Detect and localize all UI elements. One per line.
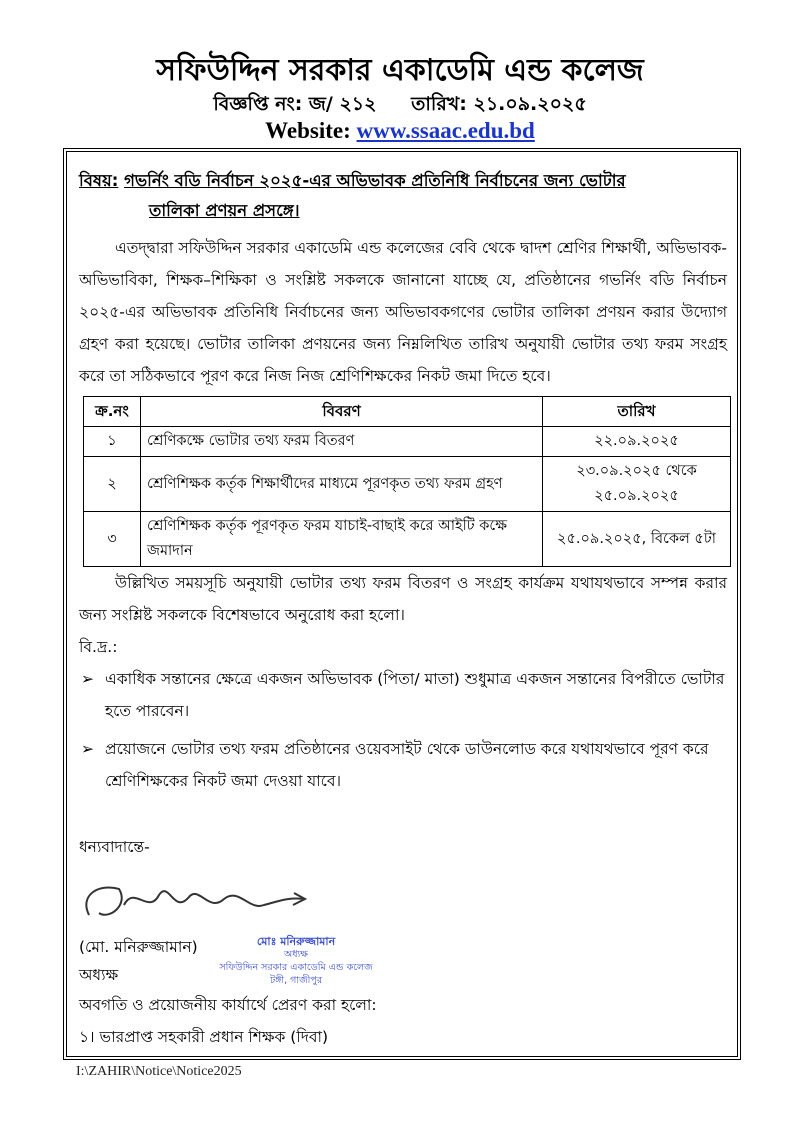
stamp-name: মোঃ মনিরুজ্জামান <box>256 935 336 948</box>
signature-block <box>79 875 727 986</box>
row-description: শ্রেণিকক্ষে ভোটার তথ্য ফরম বিতরণ <box>141 427 543 457</box>
note-item <box>81 663 727 727</box>
stamp-designation: অধ্যক্ষ <box>283 949 308 960</box>
subject-line-2: তালিকা প্রণয়ন প্রসঙ্গে। <box>149 201 300 220</box>
table-row <box>84 457 731 512</box>
notice-box <box>63 148 741 1060</box>
row-serial: ১ <box>84 427 141 457</box>
subject-label: বিষয়: <box>79 171 119 190</box>
body-paragraph: এতদ্দ্বারা সফিউদ্দিন সরকার একাডেমি এন্ড কলেজের বেবি থেকে দ্বাদশ শ্রেণির শিক্ষার্থী, অভিভাবক-অভিভাবিকা, শিক্ষক–শিক্ষিকা ও সংশ্লিষ্ট সকলকে জানানো যাচ্ছে যে, প্রতিষ্ঠানের গভর্নিং বডি নির্বাচন ২০২৫-এর অভিভাবক প্রতিনিধি নির্বাচনের জন্য অভিভাবকগণের ভোটার তালিকা প্রণয়ন করার উদ্যোগ গ্রহণ করা হয়েছে। ভোটার তালিকা প্রণয়নের জন্য নিম্নলিখিত তারিখ অনুযায়ী ভোটার তথ্য ফরম সংগ্রহ করে তা সঠিকভাবে পূরণ করে নিজ নিজ শ্রেণিশিক্ষকের নিকট জমা দিতে হবে। <box>79 239 727 385</box>
institution-title: সফিউদ্দিন সরকার একাডেমি এন্ড কলেজ <box>156 53 644 88</box>
table-header-row <box>84 397 731 427</box>
stamp-institution: সফিউদ্দিন সরকার একাডেমি এন্ড কলেজ <box>219 962 373 973</box>
arrow-bullet-icon: ➢ <box>81 740 94 758</box>
row-date: ২৩.০৯.২০২৫ থেকে ২৫.০৯.২০২৫ <box>543 457 731 512</box>
distribution-intro: অবগতি ও প্রয়োজনীয় কার্যার্থে প্রেরণ করা হলো: <box>79 996 377 1014</box>
closing-paragraph: উল্লিখিত সময়সূচি অনুযায়ী ভোটার তথ্য ফরম বিতরণ ও সংগ্রহ কার্যক্রম যথাযথভাবে সম্পন্ন করার জন্য সংশ্লিষ্ট সকলকে বিশেষভাবে অনুরোধ করা হলো। <box>79 574 727 624</box>
row-date: ২৫.০৯.২০২৫, বিকেল ৫টা <box>543 512 731 567</box>
thanks: ধন্যবাদান্তে- <box>79 838 150 856</box>
notice-number: বিজ্ঞপ্তি নং: জ/ ২১২ <box>213 93 377 115</box>
subject-line-1: গভর্নিং বডি নির্বাচন ২০২৫-এর অভিভাবক প্রতিনিধি নির্বাচনের জন্য ভোটার <box>124 171 626 190</box>
distribution-item: ১। ভারপ্রাপ্ত সহকারী প্রধান শিক্ষক (দিবা) <box>79 1028 329 1046</box>
official-stamp <box>201 935 391 987</box>
notes-list <box>79 663 727 797</box>
website-label: Website: <box>265 118 351 143</box>
website-line <box>0 118 800 144</box>
row-serial: ২ <box>84 457 141 512</box>
note-item <box>81 733 727 797</box>
signature-image <box>79 875 309 935</box>
file-path: I:\ZAHIR\Notice\Notice2025 <box>76 1064 242 1079</box>
stamp-location: টঙ্গী, গাজীপুর <box>269 975 323 986</box>
table-row <box>84 427 731 457</box>
table-row <box>84 512 731 567</box>
note-text: একাধিক সন্তানের ক্ষেত্রে একজন অভিভাবক (পিতা/ মাতা) শুধুমাত্র একজন সন্তানের বিপরীতে ভোটার হতে পারবেন। <box>105 670 725 720</box>
notice-date: তারিখ: ২১.০৯.২০২৫ <box>411 93 587 115</box>
row-description: শ্রেণিশিক্ষক কর্তৃক পূরণকৃত ফরম যাচাই-বাছাই করে আইটি কক্ষে জমাদান <box>141 512 543 567</box>
signatory-name: (মো. মনিরুজ্জামান) <box>79 938 198 956</box>
col-description: বিবরণ <box>141 397 543 427</box>
row-date: ২২.০৯.২০২৫ <box>543 427 731 457</box>
row-description: শ্রেণিশিক্ষক কর্তৃক শিক্ষার্থীদের মাধ্যমে পূরণকৃত তথ্য ফরম গ্রহণ <box>141 457 543 512</box>
note-text: প্রয়োজনে ভোটার তথ্য ফরম প্রতিষ্ঠানের ওয়েবসাইট থেকে ডাউনলোড করে যথাযথভাবে পূরণ করে শ্রেণিশিক্ষকের নিকট জমা দেওয়া যাবে। <box>105 740 709 790</box>
col-date: তারিখ <box>543 397 731 427</box>
website-link[interactable]: www.ssaac.edu.bd <box>356 118 535 143</box>
schedule-table <box>83 396 731 567</box>
subject <box>79 166 727 226</box>
arrow-bullet-icon: ➢ <box>81 670 94 688</box>
signatory-designation: অধ্যক্ষ <box>79 966 119 984</box>
note-label: বি.দ্র.: <box>79 638 118 656</box>
col-serial: ক্র.নং <box>84 397 141 427</box>
row-serial: ৩ <box>84 512 141 567</box>
